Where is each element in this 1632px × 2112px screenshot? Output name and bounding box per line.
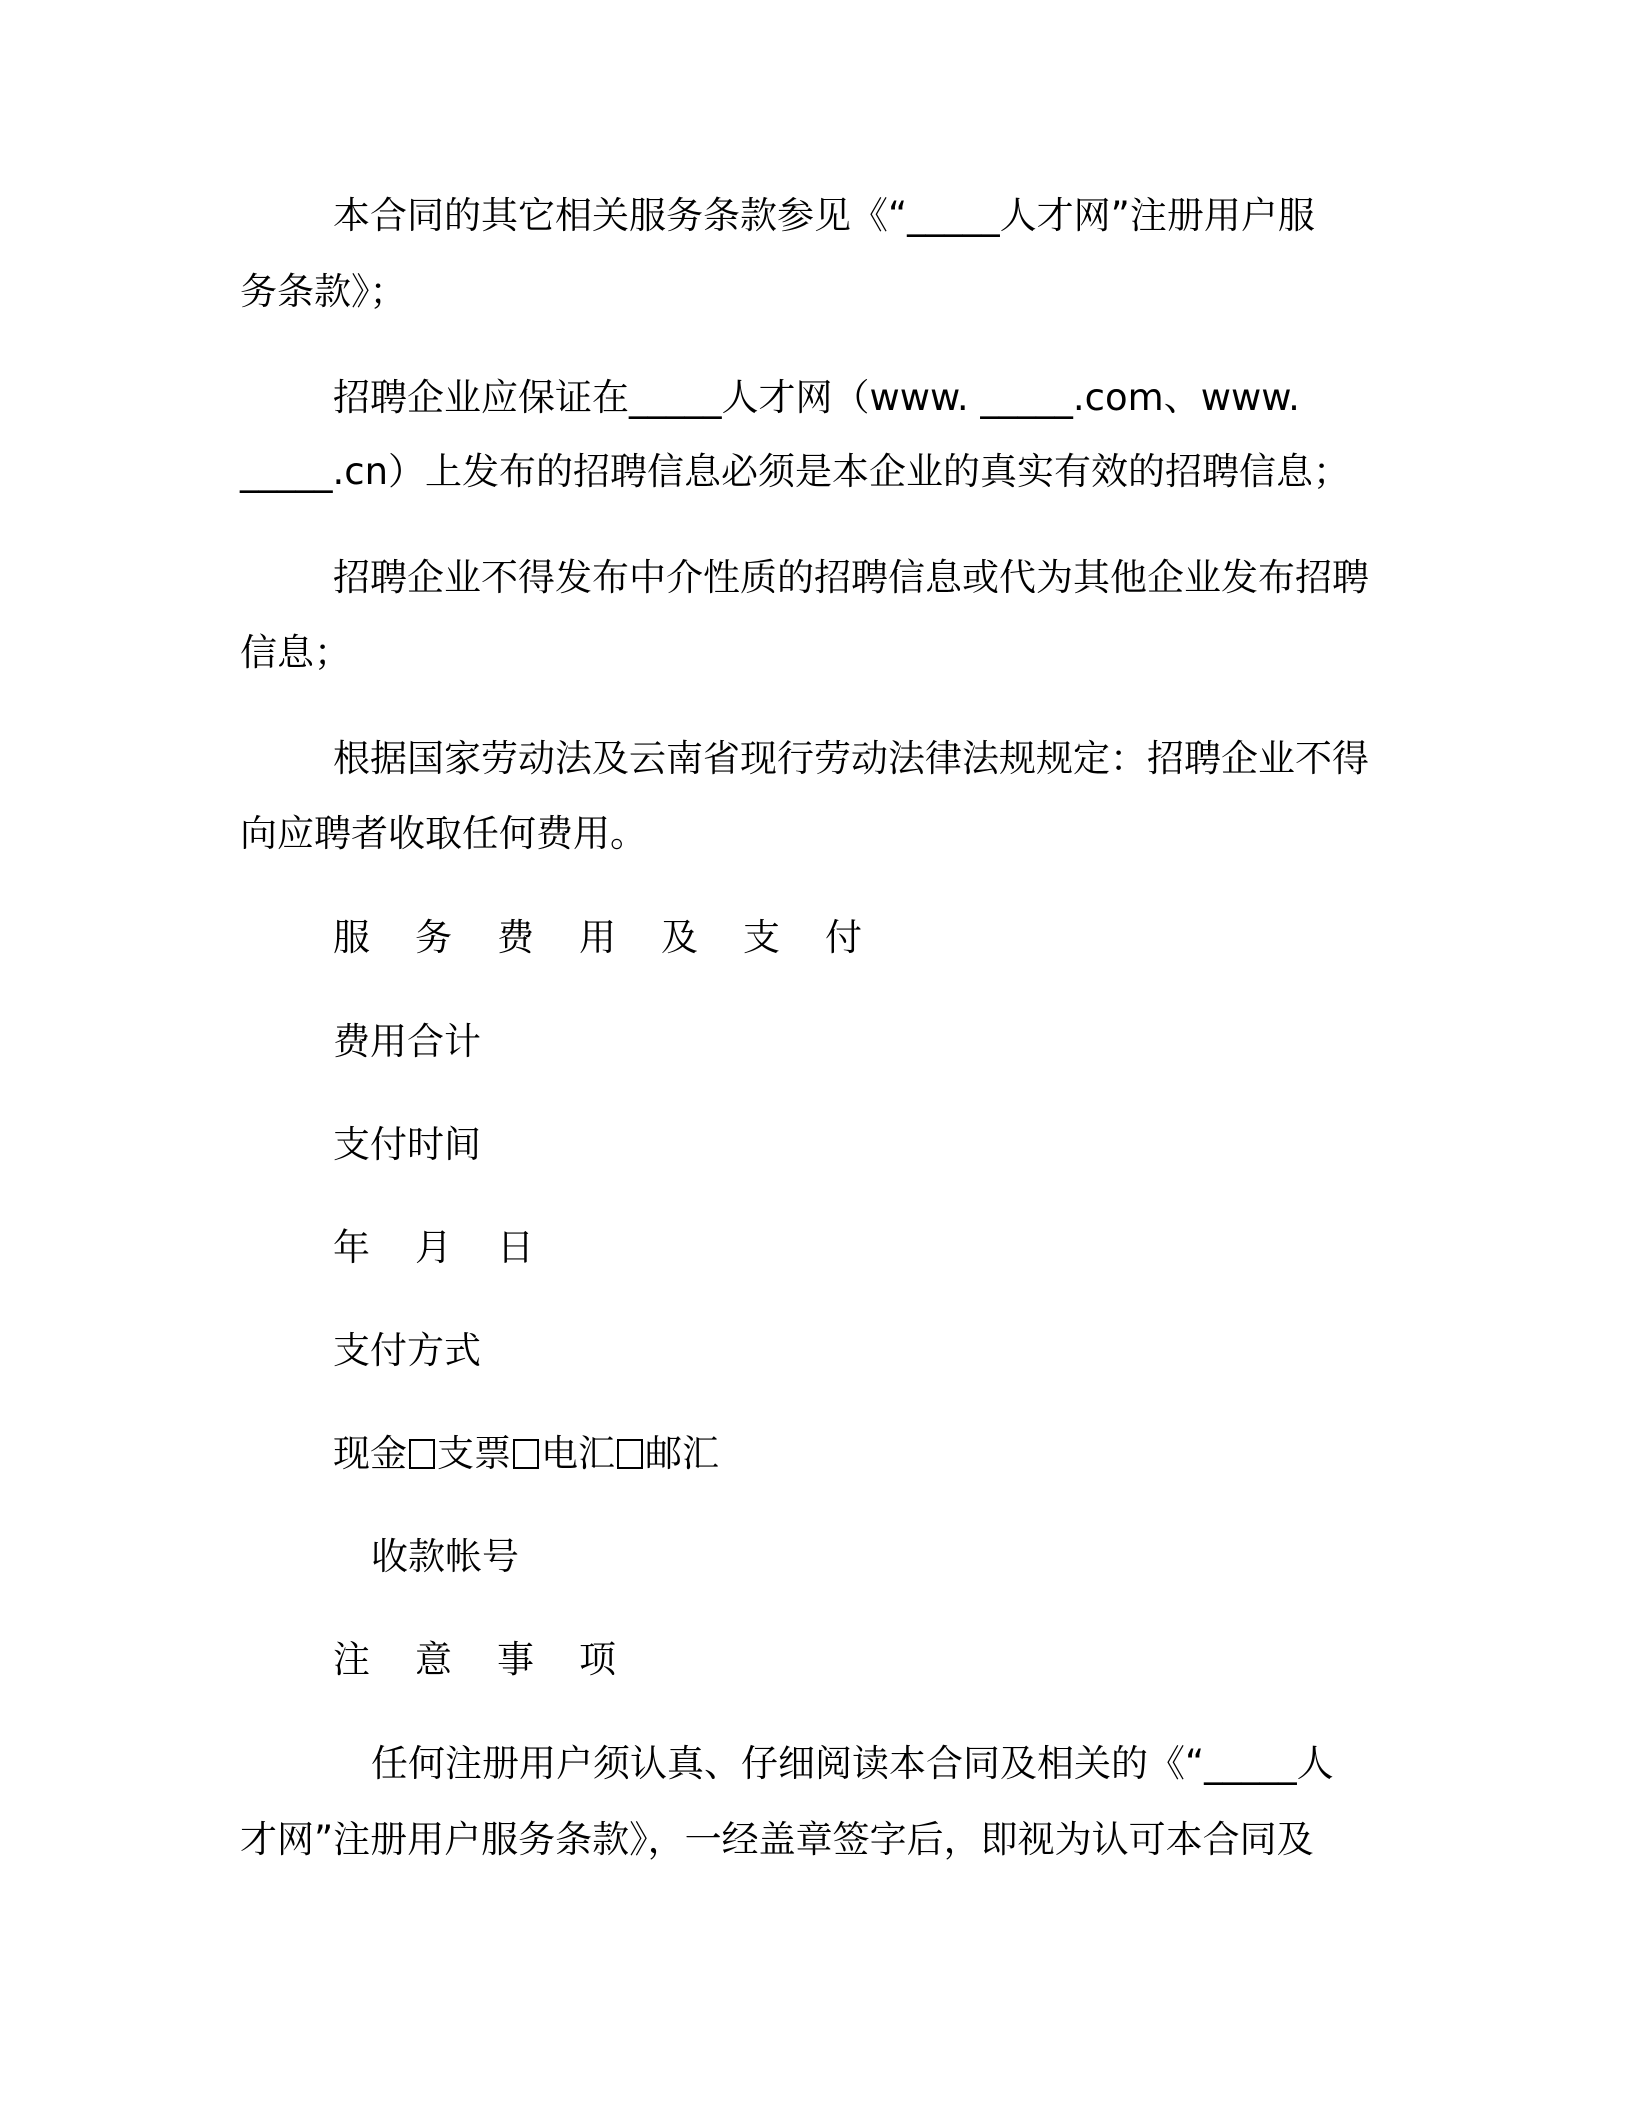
notice-paragraph-line-1: 任何注册用户须认真、仔细阅读本合同及相关的《“_____人	[371, 1742, 1334, 1785]
paragraph-terms-line-1: 本合同的其它相关服务条款参见《“_____人才网”注册用户服	[333, 194, 1315, 237]
heading-char: 注	[333, 1638, 370, 1681]
heading-char: 意	[415, 1638, 452, 1681]
payment-time-label: 支付时间	[333, 1123, 481, 1166]
heading-char: 支	[743, 916, 780, 959]
heading-char: 费	[497, 916, 534, 959]
method-check-label: 支票	[437, 1432, 511, 1475]
day-label: 日	[497, 1226, 534, 1269]
method-cash-label: 现金	[333, 1432, 407, 1475]
method-postal-label: 邮汇	[645, 1432, 719, 1475]
checkbox-icon[interactable]	[617, 1439, 643, 1469]
heading-char: 用	[579, 916, 616, 959]
paragraph-guarantee-line-1: 招聘企业应保证在_____人才网（www. _____.com、www.	[333, 376, 1300, 419]
paragraph-labor-law-line-1: 根据国家劳动法及云南省现行劳动法律法规规定：招聘企业不得	[333, 737, 1369, 780]
paragraph-labor-law-line-2: 向应聘者收取任何费用。	[240, 812, 647, 855]
heading-char: 事	[497, 1638, 534, 1681]
account-number-label: 收款帐号	[371, 1535, 519, 1578]
heading-char: 付	[825, 916, 862, 959]
heading-char: 项	[579, 1638, 616, 1681]
heading-char: 务	[415, 916, 452, 959]
checkbox-icon[interactable]	[513, 1439, 539, 1469]
section-heading-fee-payment	[333, 912, 862, 964]
paragraph-terms-line-2: 务条款》；	[240, 270, 407, 313]
section-heading-notice	[333, 1634, 616, 1686]
year-label: 年	[333, 1226, 370, 1269]
paragraph-no-agency-line-2: 信息；	[240, 631, 351, 674]
paragraph-guarantee-line-2: _____.cn）上发布的招聘信息必须是本企业的真实有效的招聘信息；	[240, 450, 1351, 493]
payment-method-label: 支付方式	[333, 1329, 481, 1372]
date-line	[333, 1222, 534, 1274]
notice-paragraph-line-2: 才网”注册用户服务条款》，一经盖章签字后，即视为认可本合同及	[240, 1818, 1314, 1861]
fee-total-label: 费用合计	[333, 1020, 481, 1063]
checkbox-icon[interactable]	[409, 1439, 435, 1469]
method-wire-label: 电汇	[541, 1432, 615, 1475]
heading-char: 及	[661, 916, 698, 959]
month-label: 月	[415, 1226, 452, 1269]
payment-method-options	[333, 1428, 719, 1480]
paragraph-no-agency-line-1: 招聘企业不得发布中介性质的招聘信息或代为其他企业发布招聘	[333, 556, 1369, 599]
heading-char: 服	[333, 916, 370, 959]
